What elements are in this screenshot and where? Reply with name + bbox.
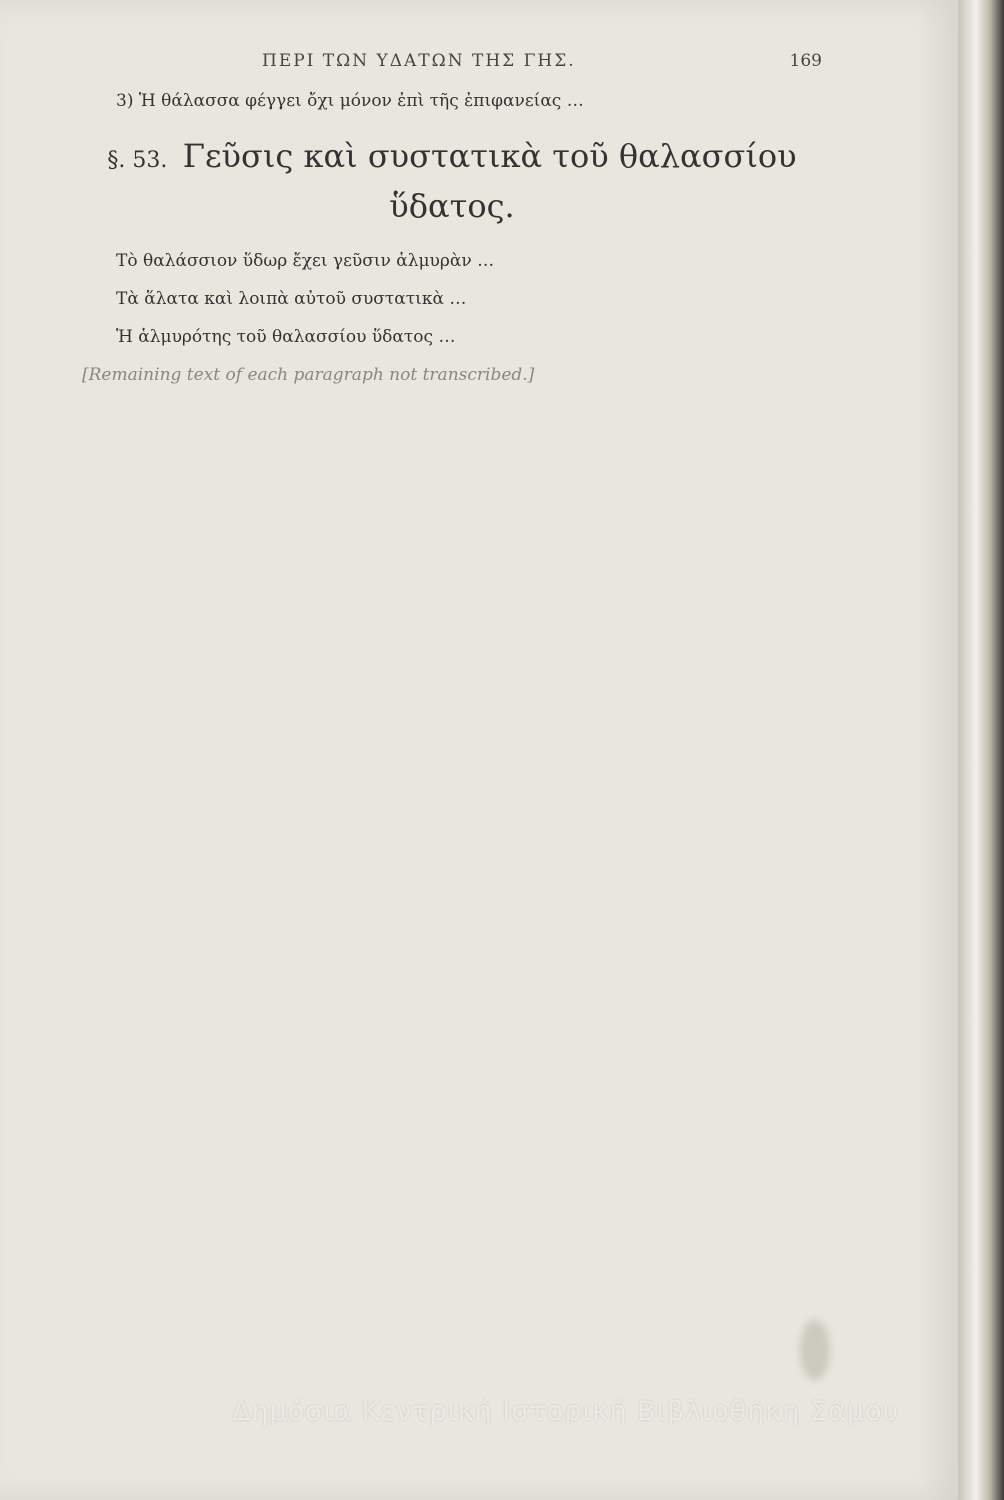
paper-stain bbox=[800, 1320, 830, 1380]
section-heading bbox=[82, 134, 822, 228]
page-number: 169 bbox=[789, 51, 822, 71]
paragraph-salts: Τὰ ἅλατα καὶ λοιπὰ αὐτοῦ συστατικὰ … bbox=[116, 289, 467, 309]
paragraph-taste: Τὸ θαλάσσιον ὕδωρ ἔχει γεῦσιν ἁλμυρὰν … bbox=[116, 251, 495, 271]
running-header bbox=[82, 46, 822, 86]
transcription-note: [Remaining text of each paragraph not transcribed.] bbox=[82, 365, 535, 385]
page-text bbox=[82, 46, 822, 398]
section-title-line-2: ὕδατος. bbox=[389, 187, 515, 225]
paragraph-phosphorescence: 3) Ἡ θάλασσα φέγγει ὄχι μόνον ἐπὶ τῆς ἐπιφανείας … bbox=[116, 91, 584, 111]
section-title-line-1: Γεῦσις καὶ συστατικὰ τοῦ θαλασσίου bbox=[182, 137, 797, 175]
section-number: §. 53. bbox=[107, 148, 168, 173]
page-edge bbox=[958, 0, 1004, 1500]
running-title: ΠΕΡΙ ΤΩΝ ΥΔΑΤΩΝ ΤΗΣ ΓΗΣ. bbox=[262, 51, 576, 71]
paragraph-salinity: Ἡ ἁλμυρότης τοῦ θαλασσίου ὕδατος … bbox=[116, 327, 456, 347]
library-watermark: Δημόσια Κεντρική Ιστορική Βιβλιοθήκη Σάμου bbox=[232, 1396, 900, 1427]
